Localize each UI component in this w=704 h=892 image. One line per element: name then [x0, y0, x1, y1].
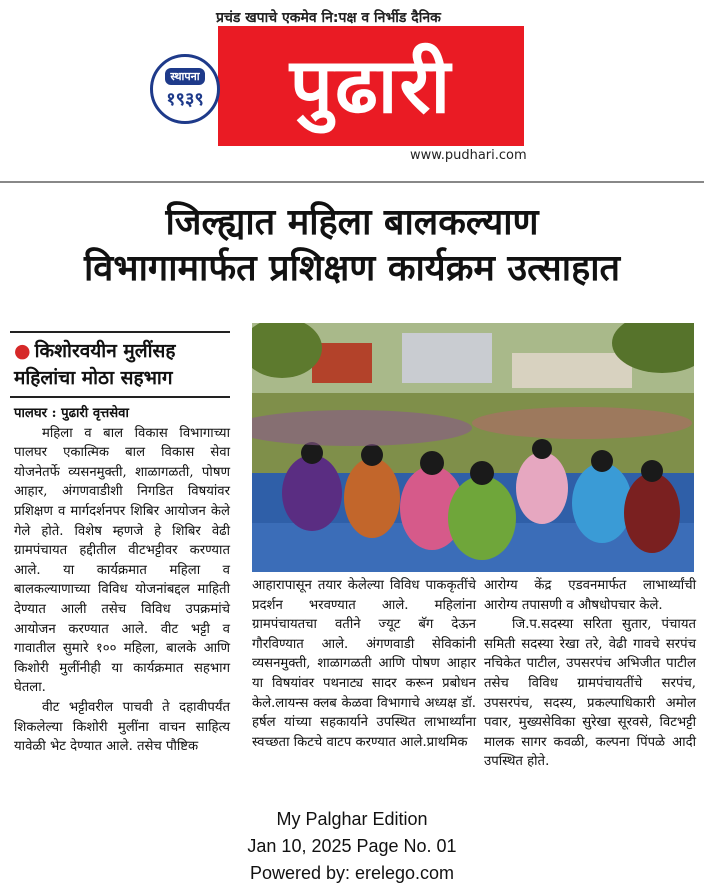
column-3-paragraph-2: जि.प.सदस्या सरिता सुतार, पंचायत समिती सदस्या रेखा तरे, वेढी गावचे सरपंच नचिकेत पाटील, उपसरपंच अभिजीत पाटील तसेच विविध ग्रामपंचायतींचे सरपंच, उपसरपंच, सदस्य, प्रकल्पाधिकारी अमोल पवार, मुख्यसेविका सुरेखा सूरवसे, विटभट्टी मालक सागर कवळी, कल्पना पिंपळे आदी उपस्थित होते.: [484, 617, 696, 770]
column-2-paragraph-1: आहारापासून तयार केलेल्या विविध पाककृतींचे प्रदर्शन भरवण्यात आले. महिलांना ग्रामपंचायतचा वतीने ज्यूट बॅग देऊन गौरविण्यात आले. अंगणवाडी सेविकांनी व्यसनमुक्ती, शाळागळती आणि पोषण आहार या विषयांवर पथनाट्य सादर करून प्रबोधन केले.लायन्स क्लब केळवा विभागाचे अध्यक्ष डॉ. हर्षल यांच्या सहकार्याने उपस्थित लाभार्थ्यांना स्वच्छता किटचे वाटप करण्यात आले.प्राथमिक: [252, 578, 476, 750]
website-link[interactable]: www.pudhari.com: [410, 148, 527, 163]
logo-wordmark: पुढारी: [218, 26, 524, 146]
subhead-divider-top: [10, 331, 230, 333]
article-subhead: [14, 338, 230, 392]
article-column-2: [252, 576, 476, 752]
powered-by-link[interactable]: Powered by: erelego.com: [249, 863, 455, 883]
article-dateline: पालघर : पुढारी वृत्तसेवा: [14, 406, 129, 421]
column-1-paragraph-2: वीट भट्टीवरील पाचवी ते दहावीपर्यंत शिकलेल्या किशोरी मुलींना वाचन साहित्य यावेळी भेट देण्यात आले. तसेच पौष्टिक: [14, 699, 230, 755]
headline-line-1: जिल्ह्यात महिला बालकल्याण: [165, 202, 539, 243]
column-1-paragraph-1: महिला व बाल विकास विभागाच्या पालघर एकात्मिक बाल विकास सेवा योजनेतर्फे व्यसनमुक्ती, शाळागळती, पोषण आहार, अंगणवाडीशी निगडित विषयांवर प्रशिक्षण व मार्गदर्शनपर शिबिर आयोजन केले गेले होते. विशेष म्हणजे हे शिबिर वेढी ग्रामपंचायत हद्दीतील वीटभट्टीवर करण्यात आले. या कार्यक्रमात महिला व बालकल्याणाच्या विविध योजनांबद्दल माहिती देण्यात आली तसेच विविध उपक्रमांचे आयोजन करण्यात आले. वीट भट्टी व गावातील सुमारे १०० महिला, बालके आणि किशोरी मुलींनीही या कार्यक्रमात सहभाग घेतला.: [14, 425, 230, 696]
edition-date-page: Jan 10, 2025 Page No. 01: [247, 836, 457, 856]
seal-label: स्थापना: [165, 68, 204, 85]
column-3-paragraph-1: आरोग्य केंद्र एडवनमार्फत लाभार्थ्यांची आरोग्य तपासणी व औषधोपचार केले.: [484, 578, 696, 613]
masthead-divider: [0, 181, 704, 183]
bullet-icon: ●: [14, 340, 31, 362]
seal-year: १९३९: [166, 88, 204, 110]
article-column-1: [14, 404, 230, 757]
photo-illustration: [252, 323, 694, 572]
headline-line-2: विभागामार्फत प्रशिक्षण कार्यक्रम उत्साहात: [83, 248, 621, 289]
subhead-divider-bottom: [10, 396, 230, 398]
edition-footer: [0, 806, 704, 887]
established-seal-icon: [150, 54, 220, 124]
edition-name: My Palghar Edition: [276, 809, 428, 829]
masthead: [0, 0, 704, 180]
newspaper-logo[interactable]: [218, 26, 524, 146]
article-column-3: [484, 576, 696, 772]
masthead-tagline: प्रचंड खपाचे एकमेव नि:पक्ष व निर्भीड दैनिक: [216, 10, 441, 26]
article-photo[interactable]: [252, 323, 694, 572]
article-headline: [0, 200, 704, 292]
subhead-text: किशोरवयीन मुलींसह महिलांचा मोठा सहभाग: [14, 340, 176, 389]
